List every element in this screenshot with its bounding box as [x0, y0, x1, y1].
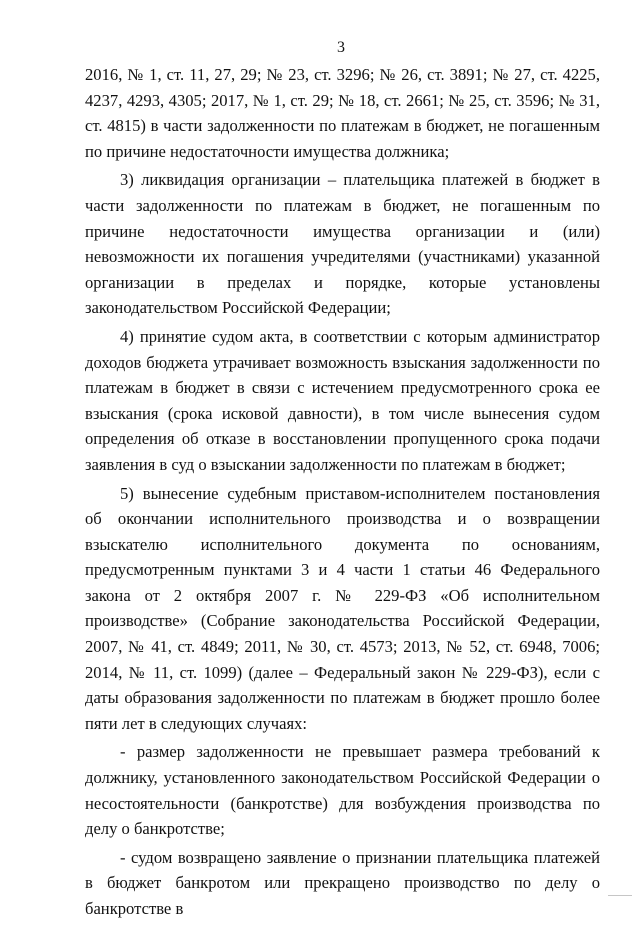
paragraph-item-4: 4) принятие судом акта, в соответствии с которым администратор доходов бюджета утрачивает возможность взыскания задолженности по платежам в бюджет в связи с истечением предусмотренного срока ее взыскания (срока исковой давности), в том числе вынесения судом определения об отказе в восстановлении пропущенного срока подачи заявления в суд о взыскании задолженности по платежам в бюджет; [85, 326, 600, 474]
paragraph-continuation: 2016, № 1, ст. 11, 27, 29; № 23, ст. 3296; № 26, ст. 3891; № 27, ст. 4225, 4237, 4293, 4305; 2017, № 1, ст. 29; № 18, ст. 2661; № 25, ст. 3596; № 31, ст. 4815) в части задолженности по платежам в бюджет, не погашенным по причине недостаточности имущества должника; [85, 65, 600, 161]
dash-item-court-returned: - судом возвращено заявление о признании плательщика платежей в бюджет банкротом или прекращено производство по делу о банкротстве в [85, 847, 600, 918]
document-text [85, 62, 600, 925]
scan-edge-mark [608, 895, 632, 906]
dash-item-debt-size: - размер задолженности не превышает размера требований к должнику, установленного законодательством Российской Федерации о несостоятельности (банкротстве) для возбуждения производства по делу о банкротстве; [85, 742, 600, 839]
paragraph-item-3: 3) ликвидация организации – плательщика платежей в бюджет в части задолженности по платежам в бюджет, не погашенным по причине недостаточности имущества организации и (или) невозможности их погашения учредителями (участниками) указанной организации в пределах и порядке, которые установлены законодательством Российской Федерации; [85, 170, 600, 318]
page-number: 3 [337, 39, 345, 56]
paragraph-item-5: 5) вынесение судебным приставом-исполнителем постановления об окончании исполнительного производства и о возвращении взыскателю исполнительного документа по основаниям, предусмотренным пунктами 3 и 4 части 1 статьи 46 Федерального закона от 2 октября 2007 г. № 229-ФЗ «Об исполнительном производстве» (Собрание законодательства Российской Федерации, 2007, № 41, ст. 4849; 2011, № 30, ст. 4573; 2013, № 52, ст. 6948, 7006; 2014, № 11, ст. 1099) (далее – Федеральный закон № 229-ФЗ), если с даты образования задолженности по платежам в бюджет прошло более пяти лет в следующих случаях: [85, 483, 600, 733]
